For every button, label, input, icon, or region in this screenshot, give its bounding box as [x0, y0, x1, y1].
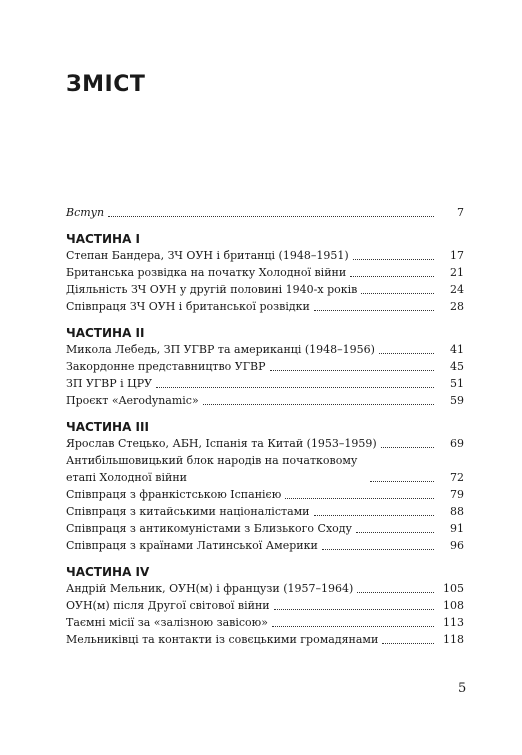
dot-leader	[379, 353, 434, 354]
toc-entry[interactable]	[66, 341, 464, 358]
toc-entry[interactable]	[66, 597, 464, 614]
dot-leader	[156, 387, 434, 388]
page-number: 5	[458, 681, 467, 696]
part-heading: ЧАСТИНА І	[66, 232, 140, 246]
dot-leader	[270, 370, 434, 371]
toc-entry[interactable]	[66, 375, 464, 392]
toc-entry[interactable]	[66, 435, 464, 452]
dot-leader	[203, 404, 434, 405]
toc-entry-intro[interactable]	[66, 204, 464, 221]
dot-leader	[382, 643, 434, 644]
toc-entry[interactable]	[66, 281, 464, 298]
part-heading: ЧАСТИНА ІІІ	[66, 420, 149, 434]
toc-part-2	[66, 325, 464, 409]
toc-entry[interactable]	[66, 520, 464, 537]
dot-leader	[285, 498, 434, 499]
dot-leader	[272, 626, 434, 627]
toc-entry-page: 28	[450, 300, 464, 313]
toc-entry-title: Співпраця з франкістською Іспанією	[66, 488, 282, 501]
part-heading: ЧАСТИНА IV	[66, 565, 150, 579]
dot-leader	[274, 609, 434, 610]
toc-part-3	[66, 419, 464, 554]
dot-leader	[361, 293, 434, 294]
toc-entry-title: Діяльність ЗЧ ОУН у другій половині 1940-х років	[66, 283, 358, 296]
toc-entry[interactable]	[66, 486, 464, 503]
toc-entry-title: Антибільшовицький блок народів на початковому етапі Холодної війни	[66, 454, 358, 484]
toc-entry[interactable]	[66, 264, 464, 281]
toc-entry-title: Андрій Мельник, ОУН(м) і французи (1957–1964)	[66, 582, 354, 595]
toc-entry-page: 41	[450, 343, 464, 356]
toc-entry-title: Закордонне представництво УГВР	[66, 360, 266, 373]
toc-entry-title: Микола Лебедь, ЗП УГВР та американці (1948–1956)	[66, 343, 375, 356]
toc-entry[interactable]	[66, 631, 464, 648]
page-title: ЗМІСТ	[66, 72, 146, 97]
toc-entry-page: 21	[450, 266, 464, 279]
toc-entry-page: 118	[443, 633, 464, 646]
part-heading: ЧАСТИНА ІІ	[66, 326, 145, 340]
toc-entry-title: Мельниківці та контакти із совєцькими громадянами	[66, 633, 379, 646]
toc-entry-title: Степан Бандера, ЗЧ ОУН і британці (1948–1951)	[66, 249, 349, 262]
toc-entry-title: Ярослав Стецько, АБН, Іспанія та Китай (1953–1959)	[66, 437, 377, 450]
toc-entry-page: 88	[450, 505, 464, 518]
toc-entry-title: Вступ	[66, 206, 105, 219]
toc-entry-page: 17	[450, 249, 464, 262]
toc-entry[interactable]	[66, 537, 464, 554]
toc-entry[interactable]	[66, 298, 464, 315]
dot-leader	[353, 259, 434, 260]
toc-entry[interactable]	[66, 452, 464, 486]
toc-entry-page: 79	[450, 488, 464, 501]
toc-entry-page: 108	[443, 599, 464, 612]
toc-entry[interactable]	[66, 503, 464, 520]
toc-entry-page: 113	[443, 616, 464, 629]
dot-leader	[381, 447, 434, 448]
toc-entry[interactable]	[66, 580, 464, 597]
toc-entry-page: 72	[450, 471, 464, 484]
toc-entry-page: 105	[443, 582, 464, 595]
toc-entry-page: 24	[450, 283, 464, 296]
table-of-contents	[66, 204, 464, 658]
dot-leader	[314, 515, 434, 516]
dot-leader	[108, 216, 434, 217]
toc-entry-title: Співпраця з антикомуністами з Близького Сходу	[66, 522, 353, 535]
dot-leader	[357, 592, 434, 593]
toc-entry-title: Співпраця ЗЧ ОУН і британської розвідки	[66, 300, 310, 313]
toc-entry[interactable]	[66, 614, 464, 631]
toc-entry-title: Проєкт «Aerodynamic»	[66, 394, 199, 407]
toc-entry-page: 91	[450, 522, 464, 535]
dot-leader	[350, 276, 434, 277]
toc-entry-title: ОУН(м) після Другої світової війни	[66, 599, 270, 612]
toc-part-1	[66, 231, 464, 315]
dot-leader	[322, 549, 434, 550]
dot-leader	[314, 310, 434, 311]
dot-leader	[356, 532, 434, 533]
toc-entry-title: ЗП УГВР і ЦРУ	[66, 377, 153, 390]
toc-entry[interactable]	[66, 358, 464, 375]
toc-entry-page: 69	[450, 437, 464, 450]
toc-entry[interactable]	[66, 247, 464, 264]
toc-entry-title: Таємні місії за «залізною завісою»	[66, 616, 268, 629]
toc-entry-page: 7	[457, 206, 464, 219]
dot-leader	[370, 481, 434, 482]
toc-entry-page: 96	[450, 539, 464, 552]
toc-entry-page: 45	[450, 360, 464, 373]
toc-entry-title: Співпраця з китайськими націоналістами	[66, 505, 310, 518]
toc-entry-page: 51	[450, 377, 464, 390]
toc-entry[interactable]	[66, 392, 464, 409]
toc-part-4	[66, 564, 464, 648]
toc-entry-title: Британська розвідка на початку Холодної війни	[66, 266, 347, 279]
toc-entry-title: Співпраця з країнами Латинської Америки	[66, 539, 318, 552]
toc-entry-page: 59	[450, 394, 464, 407]
